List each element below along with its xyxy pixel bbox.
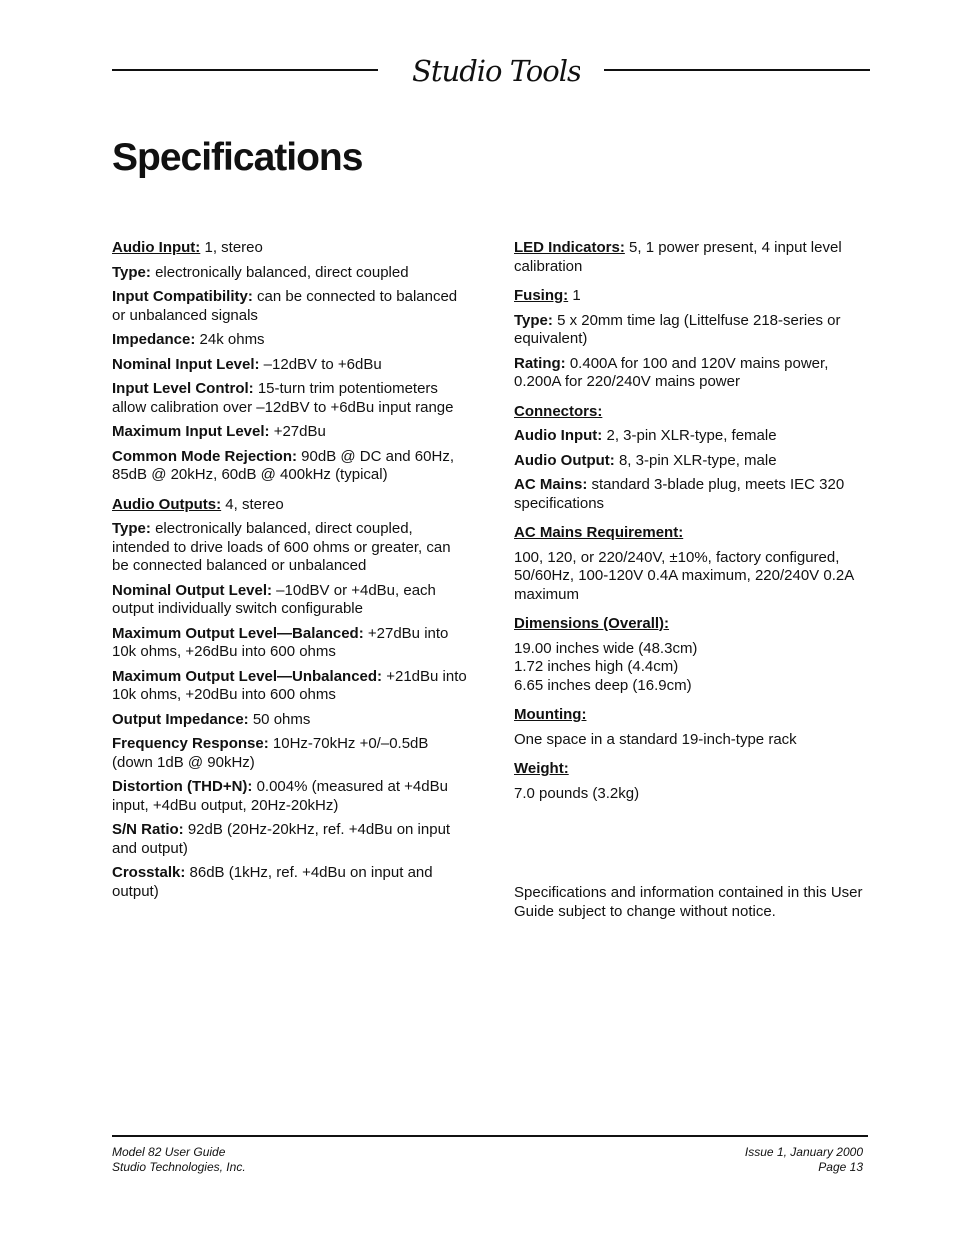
section-heading: Mounting:: [514, 706, 587, 723]
spec-entry: [112, 288, 470, 325]
spec-label: Rating:: [514, 354, 566, 372]
footer-rule: [112, 1135, 868, 1137]
spec-label: Input Level Control:: [112, 380, 254, 397]
section-heading: Fusing:: [514, 287, 569, 304]
spec-entry: [112, 331, 470, 350]
fusing-section: [514, 287, 874, 306]
spec-text: electronically balanced, direct coupled, intended to drive loads of 600 ohms or greater, can be connected balanced or unbalanced: [112, 520, 451, 574]
footer-company: Studio Technologies, Inc.: [112, 1160, 246, 1174]
spec-label: Impedance:: [112, 331, 196, 348]
spec-text: 2, 3-pin XLR-type, female: [602, 427, 777, 444]
spec-label: Audio Input:: [514, 427, 603, 444]
spec-entry: [112, 668, 470, 705]
spec-entry: [112, 520, 470, 576]
spec-text: 86dB (1kHz, ref. +4dBu on input and output): [112, 864, 433, 900]
studio-tools-logo: [410, 52, 580, 92]
spec-entry: [112, 778, 470, 815]
spec-label: Input Compatibility:: [112, 288, 253, 305]
dimension-line: 19.00 inches wide (48.3cm): [514, 639, 698, 657]
spec-text: 10Hz-70kHz +0/–0.5dB (down 1dB @ 90kHz): [112, 735, 429, 771]
spec-label: Type:: [112, 520, 151, 537]
section-heading: LED Indicators:: [514, 239, 625, 256]
footer-guide-name: Model 82 User Guide: [112, 1145, 226, 1159]
spec-label: Type:: [514, 311, 553, 329]
page-number: Page 13: [818, 1160, 863, 1174]
spec-label: Output Impedance:: [112, 710, 249, 728]
spec-entry: [514, 452, 874, 471]
spec-entry: [112, 582, 470, 619]
spec-label: Maximum Output Level—Balanced:: [112, 624, 364, 642]
section-value: 1, stereo: [200, 239, 263, 256]
connectors-section: [514, 403, 874, 422]
spec-text: 0.400A for 100 and 120V mains power, 0.200A for 220/240V mains power: [514, 354, 829, 390]
section-value: 4, stereo: [221, 495, 284, 513]
section-heading: Audio Input:: [112, 239, 201, 256]
spec-text: +27dBu: [269, 423, 326, 440]
footer-left: [112, 1145, 246, 1175]
spec-text: 15-turn trim potentiometers allow calibration over –12dBV to +6dBu input range: [112, 380, 454, 416]
spec-label: Common Mode Rejection:: [112, 447, 298, 465]
spec-entry: [112, 356, 470, 375]
section-value: 5, 1 power present, 4 input level calibration: [514, 239, 842, 275]
ac-mains-section: [514, 524, 874, 543]
dimensions-section: [514, 615, 874, 634]
right-column: [514, 239, 874, 809]
spec-entry: [514, 476, 874, 513]
spec-text: –12dBV to +6dBu: [259, 355, 382, 373]
header-rule-right: [604, 69, 870, 71]
section-heading: Weight:: [514, 760, 569, 777]
logo-text: Studio Tools: [412, 54, 580, 88]
spec-text: 90dB @ DC and 60Hz, 85dB @ 20kHz, 60dB @ 400kHz (typical): [112, 447, 454, 483]
footer-right: [745, 1145, 863, 1175]
section-value: 1: [568, 287, 581, 304]
dimension-line: 1.72 inches high (4.4cm): [514, 658, 679, 675]
spec-label: Frequency Response:: [112, 735, 269, 752]
spec-text: –10dBV or +4dBu, each output individually switch configurable: [112, 581, 436, 617]
spec-text: +21dBu into 10k ohms, +20dBu into 600 ohms: [112, 667, 467, 703]
spec-entry: [112, 423, 470, 442]
mounting-section: [514, 706, 874, 725]
spec-text-block: 7.0 pounds (3.2kg): [514, 784, 640, 802]
spec-entry: [112, 735, 470, 772]
footer-issue: Issue 1, January 2000: [744, 1145, 863, 1159]
studio-tools-logo-icon: [410, 52, 580, 92]
spec-entry: [514, 355, 874, 392]
spec-text: can be connected to balanced or unbalanced signals: [112, 288, 458, 324]
spec-label: Maximum Input Level:: [112, 423, 270, 440]
spec-text: 24k ohms: [195, 331, 265, 348]
spec-entry: [514, 312, 874, 349]
section-heading: Connectors:: [514, 402, 603, 420]
spec-label: S/N Ratio:: [112, 821, 184, 838]
spec-entry: [112, 864, 470, 901]
spec-text: 50 ohms: [248, 710, 311, 728]
spec-text-block: One space in a standard 19-inch-type rack: [514, 730, 797, 748]
spec-entry: [112, 380, 470, 417]
spec-label: Crosstalk:: [112, 864, 186, 881]
spec-entry: [514, 427, 874, 446]
spec-text: +27dBu into 10k ohms, +26dBu into 600 ohms: [112, 624, 449, 660]
spec-label: Audio Output:: [514, 451, 615, 469]
spec-entry: [112, 711, 470, 730]
spec-entry: [112, 448, 470, 485]
section-heading: Audio Outputs:: [112, 495, 222, 513]
spec-label: Nominal Output Level:: [112, 581, 273, 599]
page-title: Specifications: [112, 136, 363, 179]
audio-outputs-section: [112, 496, 470, 515]
change-notice: Specifications and information contained in this User Guide subject to change without notice.: [514, 884, 863, 920]
spec-text: 92dB (20Hz-20kHz, ref. +4dBu on input and output): [112, 821, 451, 857]
led-indicators-section: [514, 239, 874, 276]
spec-label: Nominal Input Level:: [112, 355, 260, 373]
dimensions-list: [514, 640, 874, 696]
spec-text: electronically balanced, direct coupled: [150, 263, 409, 281]
spec-entry: [112, 625, 470, 662]
spec-entry: [112, 264, 470, 283]
spec-text: 0.004% (measured at +4dBu input, +4dBu output, 20Hz-20kHz): [112, 778, 448, 814]
spec-label: AC Mains:: [514, 476, 588, 493]
spec-label: Maximum Output Level—Unbalanced:: [112, 667, 383, 685]
spec-text: 5 x 20mm time lag (Littelfuse 218-series or equivalent): [514, 311, 841, 347]
audio-input-section: [112, 239, 470, 258]
dimension-line: 6.65 inches deep (16.9cm): [514, 676, 692, 694]
spec-text: 8, 3-pin XLR-type, male: [614, 451, 777, 469]
spec-text: standard 3-blade plug, meets IEC 320 specifications: [514, 476, 845, 512]
spec-text-block: 100, 120, or 220/240V, ±10%, factory configured, 50/60Hz, 100-120V 0.4A maximum, 220/240V 0.2A maximum: [514, 548, 854, 603]
left-column: [112, 239, 470, 907]
spec-entry: [112, 821, 470, 858]
section-heading: Dimensions (Overall):: [514, 615, 670, 632]
spec-label: Distortion (THD+N):: [112, 778, 253, 795]
weight-section: [514, 760, 874, 779]
spec-label: Type:: [112, 263, 151, 281]
header-rule-left: [112, 69, 378, 71]
section-heading: AC Mains Requirement:: [514, 524, 684, 541]
